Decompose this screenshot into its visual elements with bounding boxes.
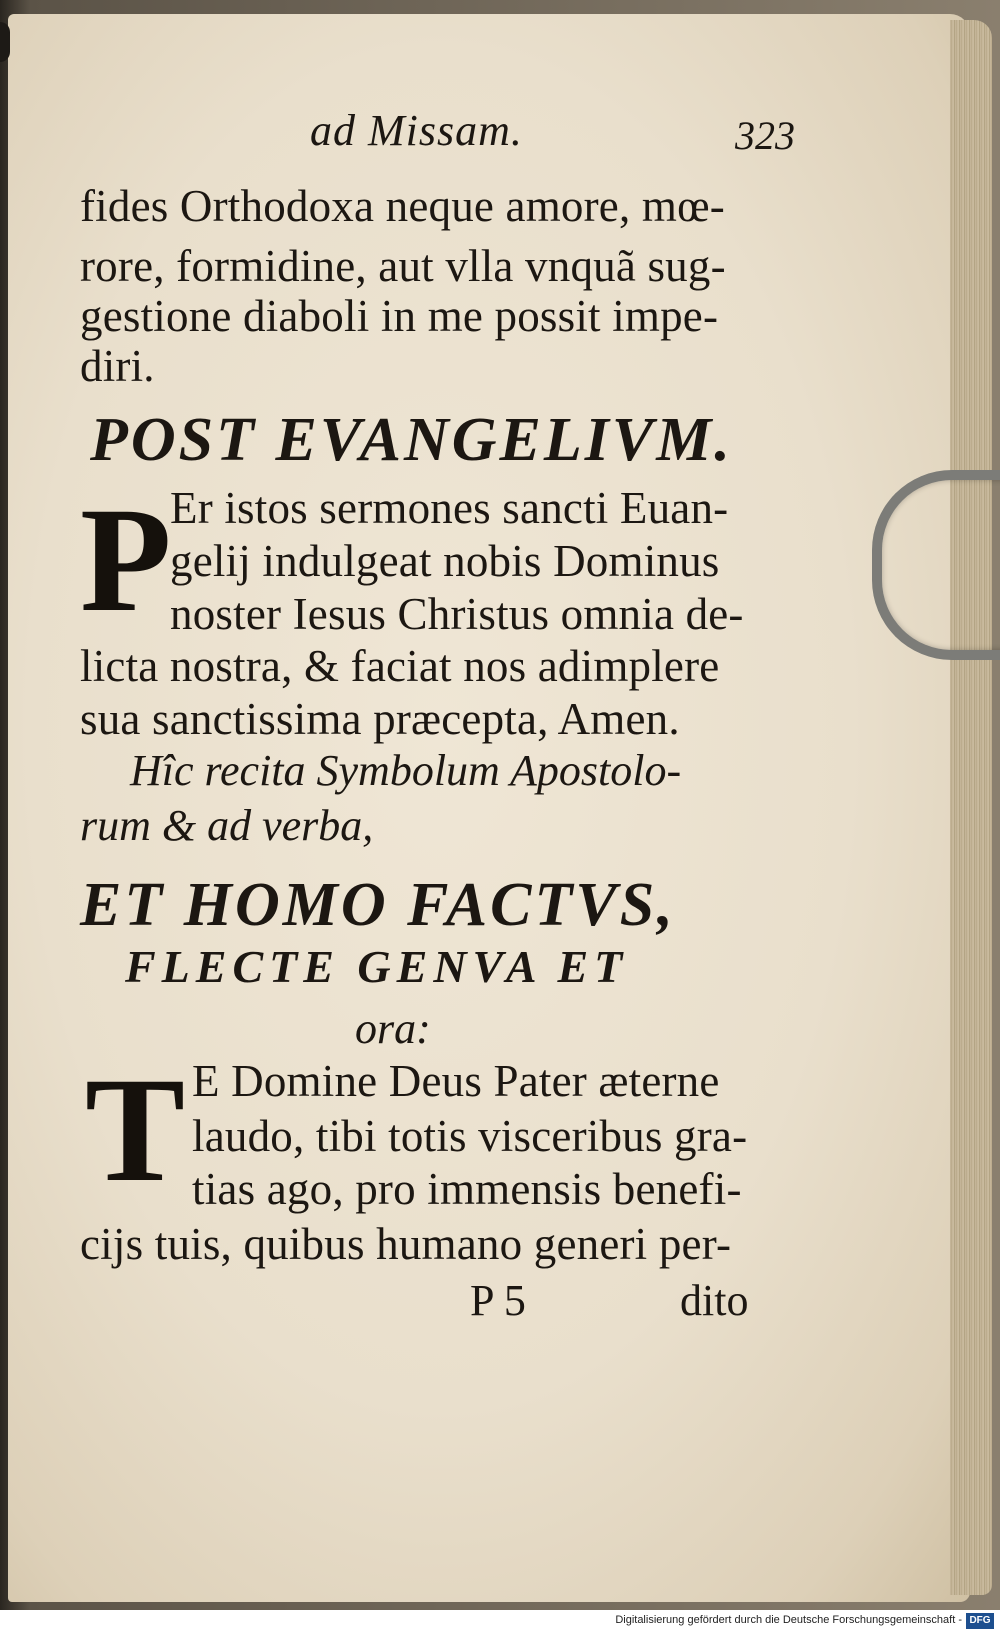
text-line: laudo, tibi totis visceribus gra- [192, 1111, 748, 1161]
section-heading: ET HOMO FACTVS, [80, 871, 676, 939]
text-line: Er istos sermones sancti Euan- [170, 483, 729, 533]
signature-mark: P 5 [470, 1276, 526, 1325]
drop-cap: T [85, 1047, 186, 1213]
rubric: rum & ad verba, [80, 801, 374, 850]
text-line: fides Orthodoxa neque amore, mœ- [80, 181, 725, 231]
catchword: dito [680, 1276, 749, 1325]
rubric: ora: [355, 1004, 431, 1053]
text-line: gelij indulgeat nobis Dominus [170, 536, 720, 586]
section-subheading: FLECTE GENVA ET [125, 941, 629, 992]
text-line: rore, formidine, aut vlla vnquã sug- [80, 241, 726, 291]
text-line: E Domine Deus Pater æterne [192, 1056, 720, 1106]
binding-edge [0, 22, 10, 62]
dfg-logo: DFG [966, 1613, 994, 1629]
footer-credit: Digitalisierung gefördert durch die Deutsche Forschungsgemeinschaft - [615, 1614, 962, 1626]
text-line: diri. [80, 341, 155, 391]
text-line: gestione diaboli in me possit impe- [80, 291, 719, 341]
text-line: sua sanctissima præcepta, Amen. [80, 694, 680, 744]
running-head: ad Missam. [310, 106, 523, 155]
page-number: 323 [735, 113, 795, 158]
footer-bar [0, 1610, 1000, 1635]
rubric: Hîc recita Symbolum Apostolo- [130, 746, 682, 795]
text-line: cijs tuis, quibus humano generi per- [80, 1219, 732, 1269]
section-heading: POST EVANGELIVM. [90, 406, 733, 474]
clip-ribbon [872, 470, 1000, 660]
text-line: noster Iesus Christus omnia de- [170, 589, 744, 639]
text-line: tias ago, pro immensis benefi- [192, 1164, 742, 1214]
page-edges [950, 20, 992, 1595]
drop-cap: P [80, 477, 172, 643]
text-line: licta nostra, & faciat nos adimplere [80, 641, 720, 691]
